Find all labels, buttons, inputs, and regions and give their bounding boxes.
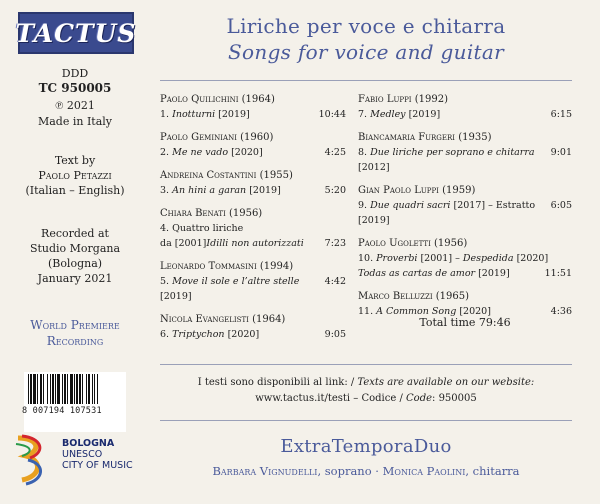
catalog-number: TC 950005 [38, 81, 112, 95]
track-work-title: Inotturni [172, 109, 216, 120]
track-number: 11. [358, 306, 377, 317]
track-row [160, 107, 346, 122]
composer-name: Fabio Luppi (1992) [358, 94, 448, 105]
texts-url: www.tactus.it/testi – Codice / [255, 393, 407, 404]
barcode-bar [43, 374, 44, 404]
track-duration [568, 251, 572, 266]
track-title [358, 198, 547, 228]
track-title [358, 251, 548, 266]
bologna-unesco-text [62, 438, 133, 471]
track-year: [2020] [456, 306, 491, 317]
track-prefix: da [160, 238, 175, 249]
divider-bottom [160, 420, 572, 421]
track-title [160, 107, 250, 122]
track-number: 10. [358, 253, 377, 264]
track-number: 5. [160, 276, 173, 287]
track-row [358, 145, 572, 175]
recorded-line-3: (Bologna) [47, 257, 103, 270]
composer-name: Chiara Benati (1956) [160, 208, 263, 219]
barcode-bar [94, 374, 95, 404]
track-gap [358, 175, 572, 183]
track-work-title-2: Idilli non autorizzati [206, 238, 304, 249]
barcode-bar [57, 374, 60, 404]
track-title [358, 266, 510, 281]
barcode-bar [88, 374, 90, 404]
bologna-logo-icon [12, 434, 56, 486]
track-gap [358, 281, 572, 289]
texts-code-label: Code [406, 393, 433, 404]
text-by-name: Paolo Petazzi [38, 169, 112, 182]
composer-name: Paolo Geminiani (1960) [160, 132, 274, 143]
track-work-title: Medley [370, 109, 406, 120]
track-number: 8. [358, 147, 371, 158]
track-gap [358, 228, 572, 236]
barcode-number: 8 007194 107531 [22, 406, 102, 416]
track-title [160, 145, 263, 160]
track-number: 7. [358, 109, 371, 120]
track-row [160, 183, 346, 198]
barcode-bar [92, 374, 93, 404]
track-number: 4. [160, 223, 173, 234]
album-title-english: Songs for voice and guitar [228, 40, 504, 64]
track-title [160, 327, 259, 342]
track-row [160, 327, 346, 342]
track-work-title-2: Despedida [462, 253, 514, 264]
track-row [358, 266, 572, 281]
track-row [358, 107, 572, 122]
barcode-bar [37, 374, 38, 404]
track-year: [2019] [405, 109, 441, 120]
track-duration: 6:15 [550, 109, 572, 120]
track-number: 9. [358, 200, 371, 211]
track-duration: 5:20 [324, 185, 346, 196]
barcode-bar [30, 374, 32, 404]
track-year: Quattro liriche [172, 223, 244, 234]
track-gap [160, 304, 346, 312]
barcode-bars [24, 372, 126, 406]
recorded-line-4: January 2021 [37, 272, 113, 285]
texts-info-italian: I testi sono disponibili al link: / [197, 377, 358, 388]
texts-info-line-1 [160, 377, 572, 388]
track-title [160, 274, 321, 304]
divider-middle [160, 364, 572, 365]
track-year: [2017] – Estratto [2019] [358, 200, 536, 226]
premiere-line-2: Recording [46, 334, 104, 348]
track-year: [2019] [475, 268, 510, 279]
bologna-line-3: CITY OF MUSIC [62, 460, 133, 471]
track-duration: 4:25 [324, 147, 346, 158]
track-duration: 6:05 [550, 200, 572, 211]
bologna-line-1: BOLOGNA [62, 438, 115, 449]
track-duration: 9:05 [324, 329, 346, 340]
texts-info-english: Texts are available on our website: [357, 377, 535, 388]
composer-name: Nicola Evangelisti (1964) [160, 314, 286, 325]
track-gap [160, 251, 346, 259]
composer-name: Gian Paolo Luppi (1959) [358, 185, 476, 196]
track-duration [342, 221, 346, 236]
track-work-title: Me ne vado [172, 147, 229, 158]
track-gap [358, 122, 572, 130]
barcode-bar [79, 374, 81, 404]
singer-name: Barbara Vignudelli [212, 464, 318, 478]
texts-code-value: : 950005 [432, 393, 477, 404]
barcode-bar [97, 374, 98, 404]
logo-text: TACTUS [15, 18, 137, 48]
tracklist-left [160, 92, 346, 342]
tracklist-right [358, 92, 572, 319]
barcode-bar [40, 374, 42, 404]
barcode-bar [47, 374, 48, 404]
track-row [358, 198, 572, 228]
barcode-bar [52, 374, 54, 404]
barcode-bar [55, 374, 56, 404]
texts-info-line-2 [160, 393, 572, 404]
barcode [24, 372, 126, 432]
performers [160, 464, 572, 478]
track-year: [2019] [246, 185, 281, 196]
track-title [358, 107, 440, 122]
barcode-bar [67, 374, 68, 404]
track-year: [2020] [228, 147, 263, 158]
premiere-line-1: World Premiere [30, 318, 120, 332]
barcode-bar [50, 374, 51, 404]
recorded-line-2: Studio Morgana [29, 242, 121, 255]
track-duration: 4:36 [550, 306, 572, 317]
barcode-bar [86, 374, 87, 404]
track-duration: 10:44 [318, 109, 346, 120]
track-title [358, 145, 547, 175]
track-title [160, 221, 243, 236]
barcode-bar [62, 374, 63, 404]
track-number: 6. [160, 329, 173, 340]
track-duration: 4:42 [324, 276, 346, 287]
track-year-2: [2020] [513, 253, 549, 264]
track-work-title: Triptychon [172, 329, 225, 340]
track-work-title: An hini a garan [172, 185, 247, 196]
track-number: 1. [160, 109, 173, 120]
guitarist-role: , chitarra [465, 464, 520, 478]
composer-name: Paolo Ugoletti (1956) [358, 238, 468, 249]
format: DDD [61, 67, 89, 80]
composer-name: Paolo Quilichini (1964) [160, 94, 275, 105]
barcode-bar [64, 374, 66, 404]
track-duration: 9:01 [550, 147, 572, 158]
track-number: 2. [160, 147, 173, 158]
track-row [160, 236, 346, 251]
track-work-title: Due quadri sacri [370, 200, 451, 211]
barcode-bar [28, 374, 29, 404]
made-in: Made in Italy [37, 115, 113, 128]
composer-name: Marco Belluzzi (1965) [358, 291, 470, 302]
barcode-bar [70, 374, 73, 404]
track-gap [160, 160, 346, 168]
track-work-title: Move il sole e l’altre stelle [172, 276, 300, 287]
track-year: [2001] – [417, 253, 463, 264]
track-row [160, 221, 346, 236]
barcode-bar [76, 374, 78, 404]
bologna-line-2: UNESCO [62, 449, 103, 460]
barcode-bar [74, 374, 75, 404]
album-title-italian: Liriche per voce e chitarra [226, 14, 506, 38]
track-year: [2019] [215, 109, 250, 120]
track-title [160, 236, 304, 251]
divider-top [160, 80, 572, 81]
track-work-title: Todas as cartas de amor [358, 268, 476, 279]
ensemble-name: ExtraTemporaDuo [280, 436, 452, 457]
singer-role: , soprano · [317, 464, 383, 478]
barcode-bar [82, 374, 83, 404]
guitarist-name: Monica Paolini [382, 464, 466, 478]
copyright-year: ℗ 2021 [55, 99, 95, 112]
composer-name: Biancamaria Furgeri (1935) [358, 132, 492, 143]
track-work-title: Due liriche per soprano e chitarra [370, 147, 535, 158]
track-gap [160, 198, 346, 206]
composer-name: Leonardo Tommasini (1994) [160, 261, 294, 272]
tactus-logo [15, 12, 137, 54]
track-year: [2012] [358, 162, 390, 173]
track-row [160, 274, 346, 304]
track-work-title: Proverbi [376, 253, 418, 264]
text-by-label: Text by [54, 154, 96, 167]
track-row [160, 145, 346, 160]
barcode-bar [33, 374, 36, 404]
track-gap [160, 122, 346, 130]
track-duration: 7:23 [324, 238, 346, 249]
track-work-title: A Common Song [376, 306, 457, 317]
track-number: 3. [160, 185, 173, 196]
track-year: [2001] [174, 238, 207, 249]
track-year: [2020] [224, 329, 260, 340]
track-year: [2019] [160, 291, 192, 302]
recorded-line-1: Recorded at [41, 227, 109, 240]
track-row [358, 251, 572, 266]
composer-name: Andreina Costantini (1955) [160, 170, 293, 181]
text-language: (Italian – English) [25, 184, 125, 197]
total-time: Total time 79:46 [419, 316, 511, 329]
track-title [160, 183, 281, 198]
track-duration: 11:51 [544, 268, 572, 279]
